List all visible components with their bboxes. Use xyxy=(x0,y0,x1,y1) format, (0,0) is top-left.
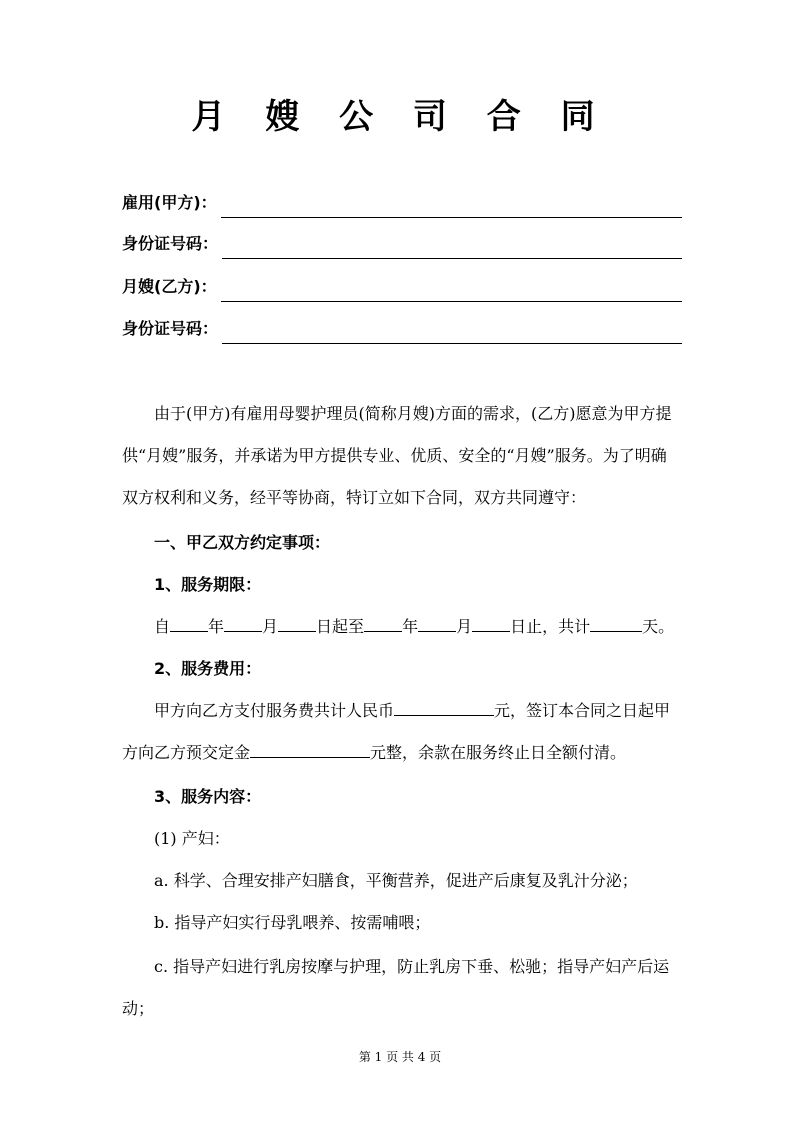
content-heading: 3、服务内容： xyxy=(154,787,262,806)
fee-heading: 2、服务费用： xyxy=(154,659,262,678)
term-part: 月 xyxy=(262,617,279,636)
intro-paragraph: 由于(甲方)有雇用母婴护理员(简称月嫂)方面的需求，(乙方)愿意为甲方提供“月嫂”服务，并承诺为甲方提供专业、优质、安全的“月嫂”服务。为了明确双方权利和义务，经平等协商，特订立如下合同，双方共同遵守： xyxy=(122,404,672,507)
fee-line-1 xyxy=(154,696,670,726)
term-part: 日起至 xyxy=(316,617,365,636)
term-heading: 1、服务期限： xyxy=(154,575,262,594)
blank-line xyxy=(590,613,642,632)
fee-line-2 xyxy=(122,738,626,768)
employer-id-label: 身份证号码： xyxy=(122,234,219,253)
item-c-continuation: 动； xyxy=(122,999,155,1018)
page-footer: 第 1 页 共 4 页 xyxy=(358,1050,442,1064)
deposit-blank xyxy=(250,739,370,758)
nanny-id-label: 身份证号码： xyxy=(122,319,219,338)
fee-total-blank xyxy=(394,697,494,716)
nanny-label: 月嫂(乙方)： xyxy=(122,277,217,296)
blank-line xyxy=(472,613,510,632)
employer-label: 雇用(甲方)： xyxy=(122,193,217,212)
fee-text: 方向乙方预交定金 xyxy=(122,743,251,762)
sub-heading: (1) 产妇： xyxy=(154,829,230,848)
nanny-id-field xyxy=(122,314,682,344)
blank-line xyxy=(364,613,402,632)
item-a: a. 科学、合理安排产妇膳食，平衡营养，促进产后康复及乳汁分泌； xyxy=(154,871,638,890)
blank-line xyxy=(224,613,262,632)
employer-id-field xyxy=(122,229,682,259)
term-part: 自 xyxy=(154,617,171,636)
term-line xyxy=(154,612,674,642)
nanny-blank xyxy=(221,279,682,302)
blank-line xyxy=(170,613,208,632)
employer-field xyxy=(122,188,682,218)
fee-text: 元整，余款在服务终止日全额付清。 xyxy=(370,743,627,762)
term-part: 天。 xyxy=(642,617,675,636)
fee-text: 元，签订本合同之日起甲 xyxy=(494,701,671,720)
term-part: 年 xyxy=(402,617,419,636)
fee-text: 甲方向乙方支付服务费共计人民币 xyxy=(154,701,395,720)
employer-blank xyxy=(221,195,682,218)
employer-id-blank xyxy=(222,236,682,259)
nanny-field xyxy=(122,272,682,302)
item-b: b. 指导产妇实行母乳喂养、按需哺喂； xyxy=(154,913,431,932)
item-c: c. 指导产妇进行乳房按摩与护理，防止乳房下垂、松驰；指导产妇产后运 xyxy=(154,957,670,976)
document-title: 月 嫂 公 司 合 同 xyxy=(191,97,609,137)
term-part: 月 xyxy=(456,617,473,636)
section-heading: 一、甲乙双方约定事项： xyxy=(154,533,331,552)
nanny-id-blank xyxy=(222,321,682,344)
term-part: 年 xyxy=(208,617,225,636)
term-part: 日止，共计 xyxy=(510,617,591,636)
blank-line xyxy=(418,613,456,632)
blank-line xyxy=(278,613,316,632)
